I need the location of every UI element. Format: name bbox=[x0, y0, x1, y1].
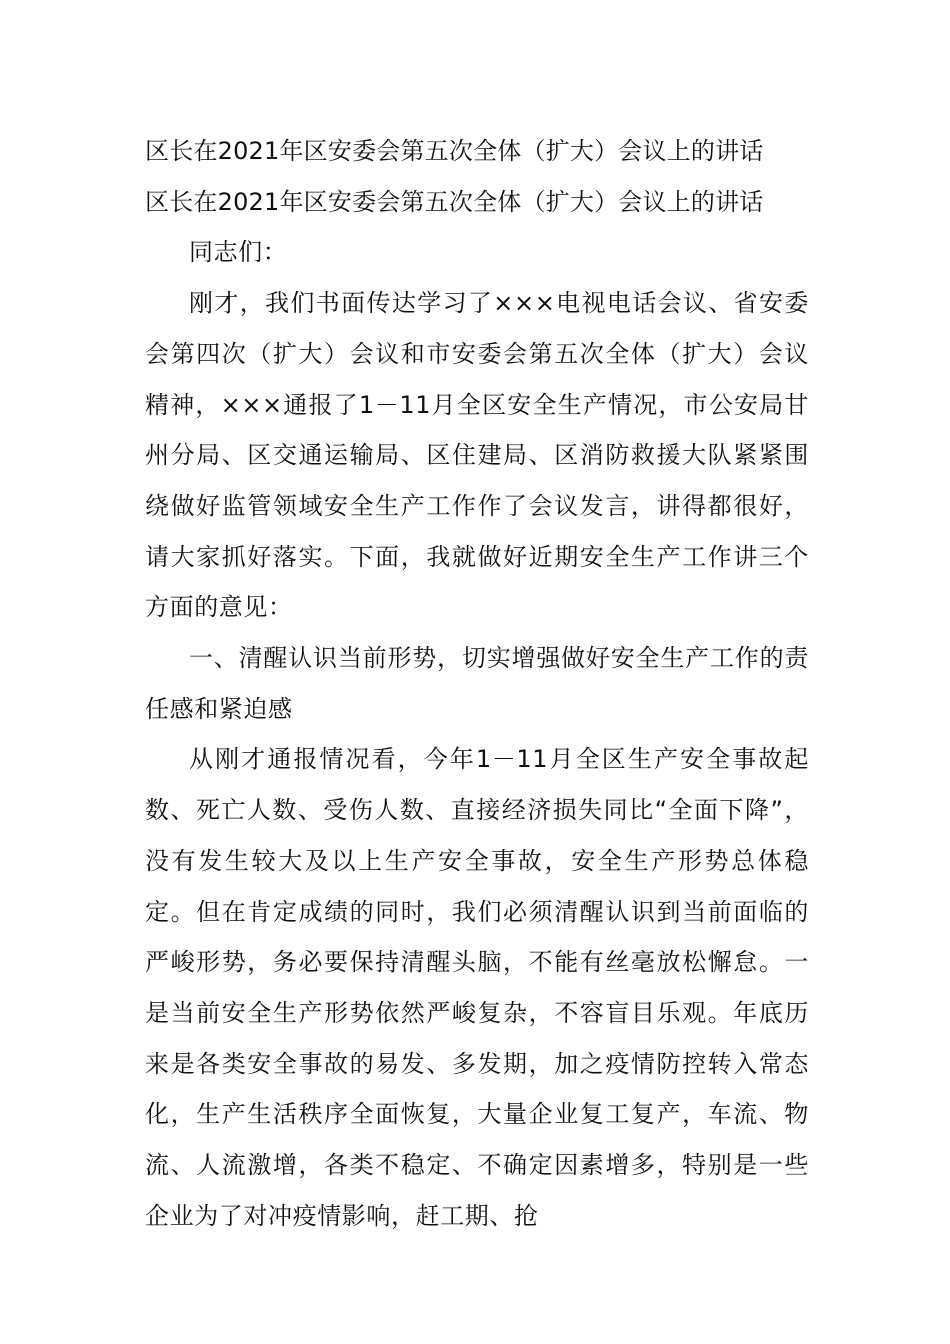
paragraph-situation: 从刚才通报情况看，今年1－11月全区生产安全事故起数、死亡人数、受伤人数、直接经济损失同比“全面下降”，没有发生较大及以上生产安全事故，安全生产形势总体稳定。但在肯定成绩的同时，我们必须清醒认识到当前面临的严峻形势，务必要保持清醒头脑，不能有丝毫放松懈怠。一是当前安全生产形势依然严峻复杂，不容盲目乐观。年底历来是各类安全事故的易发、多发期，加之疫情防控转入常态化，生产生活秩序全面恢复，大量企业复工复产，车流、物流、人流激增，各类不稳定、不确定因素增多，特别是一些企业为了对冲疫情影响，赶工期、抢 bbox=[145, 745, 809, 1230]
section-heading-1: 一、清醒认识当前形势，切实增强做好安全生产工作的责任感和紧迫感 bbox=[145, 644, 809, 723]
document-body bbox=[145, 126, 809, 1241]
paragraph-opening: 刚才，我们书面传达学习了×××电视电话会议、省安委会第四次（扩大）会议和市安委会第五次全体（扩大）会议精神，×××通报了1－11月全区安全生产情况，市公安局甘州分局、区交通运输局、区住建局、区消防救援大队紧紧围绕做好监管领域安全生产工作作了会议发言，讲得都很好，请大家抓好落实。下面，我就做好近期安全生产工作讲三个方面的意见： bbox=[145, 289, 809, 622]
document-title: 区长在2021年区安委会第五次全体（扩大）会议上的讲话 bbox=[145, 137, 764, 165]
document-title-repeat: 区长在2021年区安委会第五次全体（扩大）会议上的讲话 bbox=[145, 187, 764, 216]
salutation: 同志们： bbox=[189, 238, 288, 267]
